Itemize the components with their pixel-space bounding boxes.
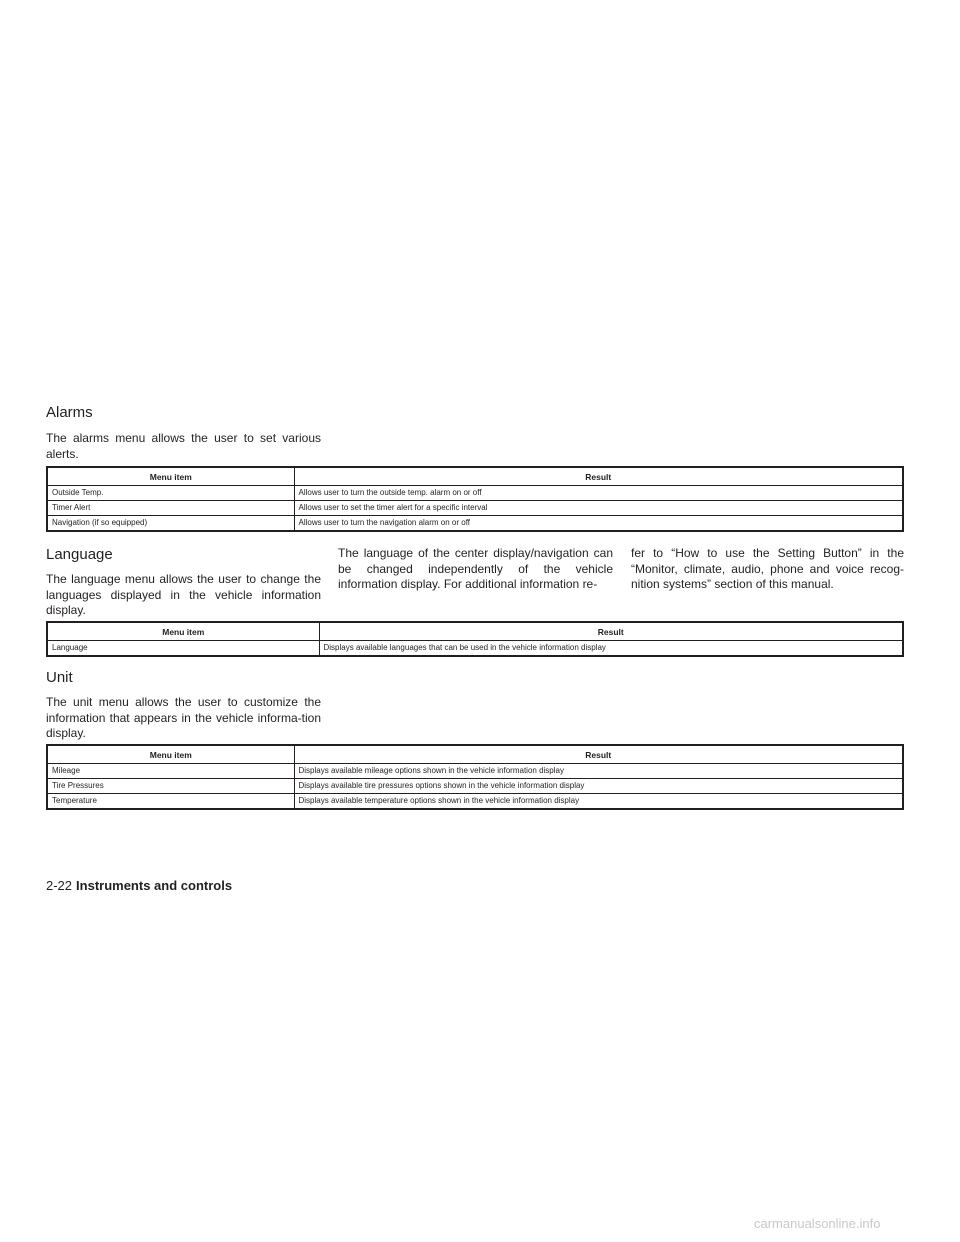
menu-item-cell: Language	[47, 641, 319, 657]
result-cell: Displays available mileage options shown in the vehicle information display	[294, 764, 903, 779]
alarms-heading: Alarms	[46, 404, 93, 421]
menu-item-cell: Temperature	[47, 794, 294, 810]
unit-table	[46, 744, 904, 810]
unit-heading: Unit	[46, 669, 73, 686]
result-cell: Allows user to turn the navigation alarm on or off	[294, 516, 903, 532]
menu-item-cell: Outside Temp.	[47, 486, 294, 501]
result-cell: Allows user to set the timer alert for a specific interval	[294, 501, 903, 516]
menu-item-cell: Navigation (if so equipped)	[47, 516, 294, 532]
table-header-row	[47, 622, 903, 641]
column-header-result: Result	[294, 467, 903, 486]
menu-item-cell: Tire Pressures	[47, 779, 294, 794]
language-table	[46, 621, 904, 657]
column-header-result: Result	[294, 745, 903, 764]
menu-item-cell: Timer Alert	[47, 501, 294, 516]
column-header-menu-item: Menu item	[47, 745, 294, 764]
result-cell: Allows user to turn the outside temp. alarm on or off	[294, 486, 903, 501]
column-header-menu-item: Menu item	[47, 622, 319, 641]
language-heading: Language	[46, 546, 113, 563]
table-row	[47, 779, 903, 794]
table-row	[47, 764, 903, 779]
unit-intro: The unit menu allows the user to customize the information that appears in the vehicle informa-tion display.	[46, 695, 321, 740]
table-row	[47, 516, 903, 532]
alarms-table	[46, 466, 904, 532]
column-header-menu-item: Menu item	[47, 467, 294, 486]
page-footer	[46, 878, 232, 893]
language-body-column-2: The language of the center display/navigation can be changed independently of the vehicle information display. For additional information re-	[338, 546, 613, 591]
alarms-intro: The alarms menu allows the user to set various alerts.	[46, 431, 321, 461]
column-header-result: Result	[319, 622, 903, 641]
result-cell: Displays available languages that can be used in the vehicle information display	[319, 641, 903, 657]
table-header-row	[47, 467, 903, 486]
section-title: Instruments and controls	[76, 878, 233, 893]
menu-item-cell: Mileage	[47, 764, 294, 779]
table-row	[47, 794, 903, 810]
language-body-column-3: fer to “How to use the Setting Button” in the “Monitor, climate, audio, phone and voice recog-nition systems” section of this manual.	[631, 546, 904, 591]
table-row	[47, 641, 903, 657]
table-header-row	[47, 745, 903, 764]
table-row	[47, 501, 903, 516]
table-row	[47, 486, 903, 501]
result-cell: Displays available temperature options shown in the vehicle information display	[294, 794, 903, 810]
result-cell: Displays available tire pressures options shown in the vehicle information display	[294, 779, 903, 794]
watermark-text: carmanualsonline.info	[754, 1216, 881, 1231]
language-intro: The language menu allows the user to change the languages displayed in the vehicle information display.	[46, 572, 321, 617]
page-number: 2-22	[46, 878, 73, 893]
